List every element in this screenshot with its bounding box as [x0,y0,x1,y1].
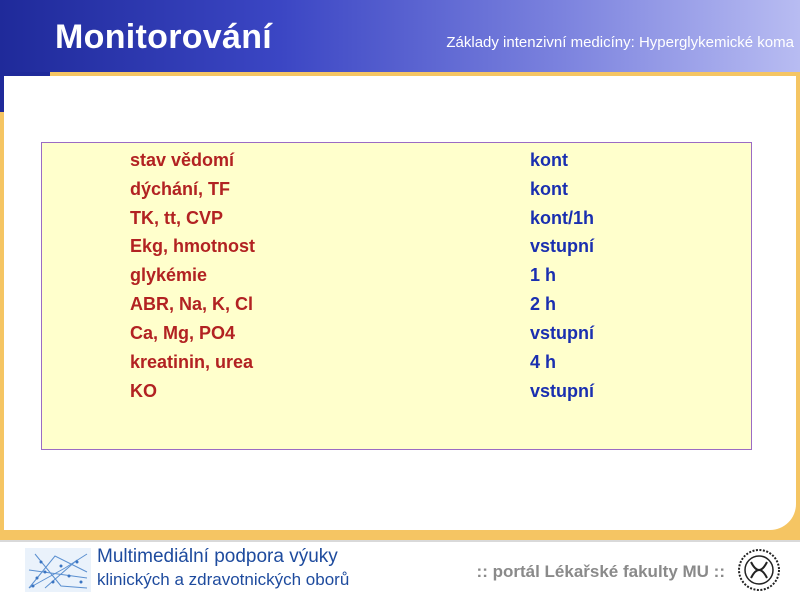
parameter-cell: ABR, Na, K, Cl [130,294,254,314]
frequency-cell: vstupní [530,323,595,343]
parameter-cell: Ca, Mg, PO4 [130,323,236,343]
table-row [42,236,751,265]
footer-project-line1: Multimediální podpora výuky [97,546,338,567]
frequency-cell: vstupní [530,381,595,401]
parameter-cell: TK, tt, CVP [130,208,223,228]
parameter-cell: dýchání, TF [130,179,231,199]
table-row [42,294,751,323]
mefanet-logo-icon [25,548,91,592]
frequency-cell: kont [530,150,568,170]
monitoring-table [41,142,752,450]
table-row [42,208,751,237]
table-row [42,150,751,179]
portal-link[interactable]: :: portál Lékařské fakulty MU :: [476,562,725,581]
frequency-cell: vstupní [530,236,595,256]
table-row [42,381,751,410]
table-row [42,323,751,352]
footer-project-line2: klinických a zdravotnických oborů [97,570,350,589]
footer-divider [0,540,800,542]
parameter-cell: kreatinin, urea [130,352,254,372]
table-row [42,265,751,294]
page-title: Monitorování [55,18,273,56]
parameter-cell: KO [130,381,157,401]
frequency-cell: 1 h [530,265,557,285]
university-seal-icon [737,548,781,592]
frequency-cell: 2 h [530,294,557,314]
frequency-cell: kont/1h [530,208,595,228]
table-row [42,352,751,381]
frequency-cell: kont [530,179,568,199]
page-subtitle: Základy intenzivní medicíny: Hyperglykemické koma [446,34,794,51]
header-bar [0,0,800,72]
frequency-cell: 4 h [530,352,557,372]
parameter-cell: Ekg, hmotnost [130,236,255,256]
parameter-cell: stav vědomí [130,150,235,170]
table-row [42,179,751,208]
parameter-cell: glykémie [130,265,208,285]
